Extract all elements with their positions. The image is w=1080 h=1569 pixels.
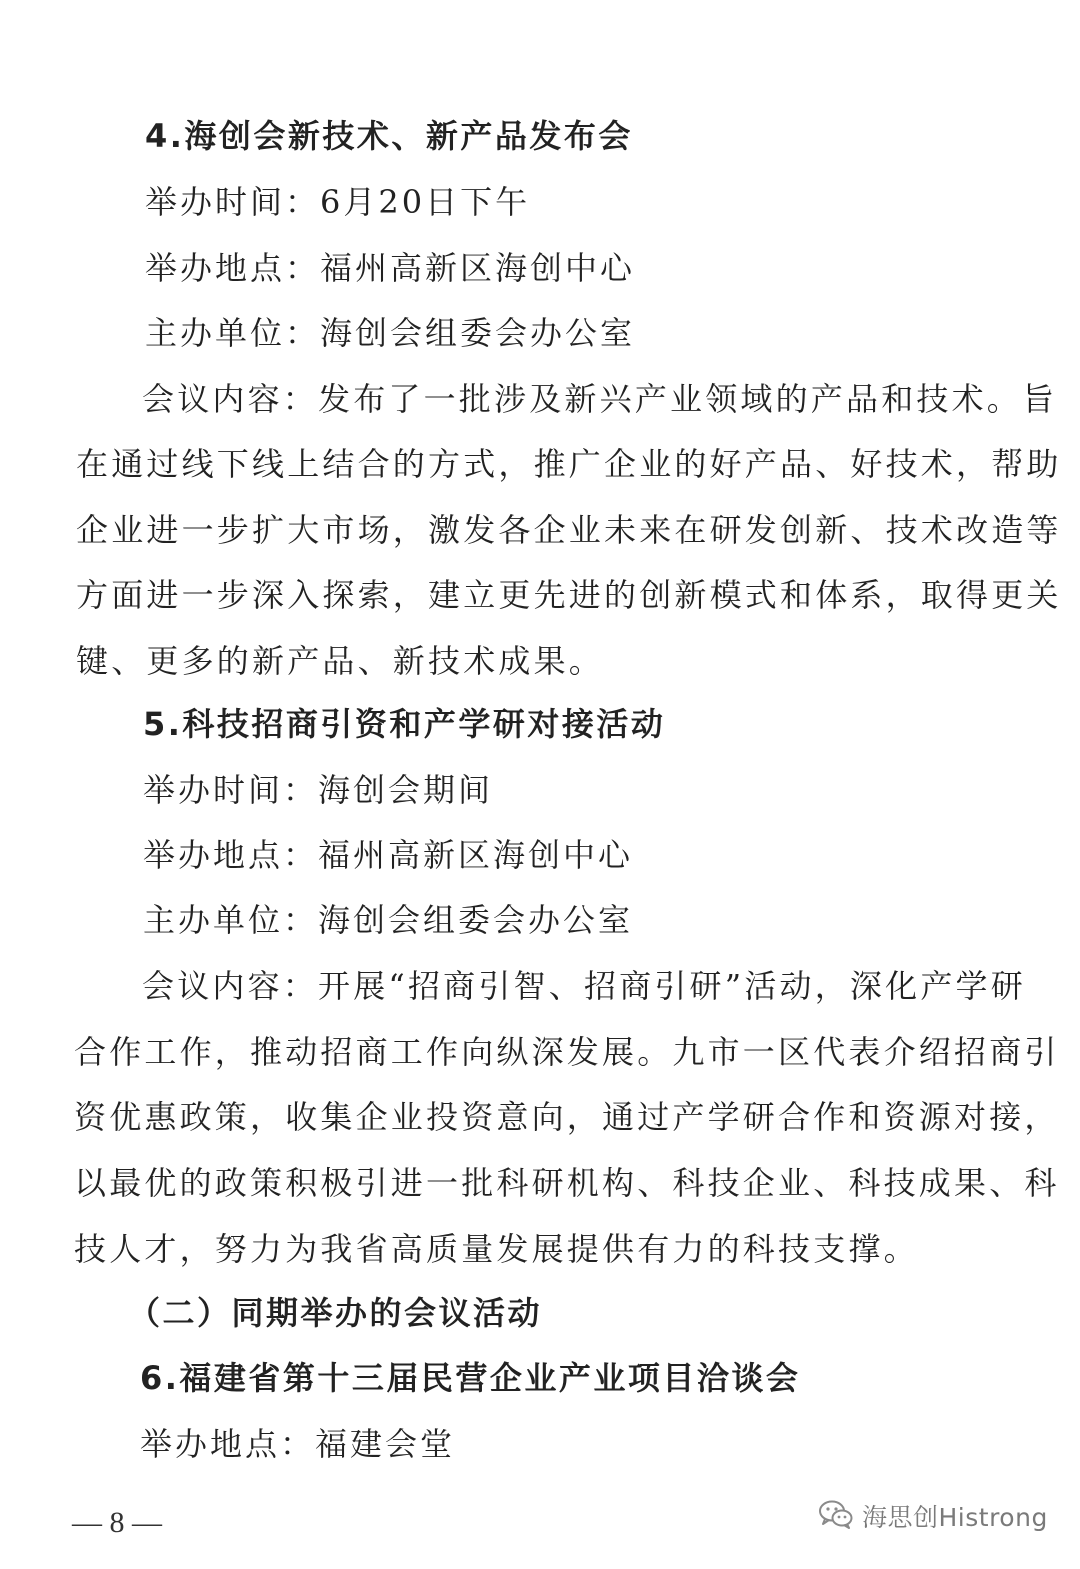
page-number: — 8 —: [72, 1506, 162, 1539]
section-5-content-line: 会议内容：开展“招商引智、招商引研”活动，深化产学研: [142, 967, 1026, 1005]
section-4-content-line: 会议内容：发布了一批涉及新兴产业领域的产品和技术。旨: [142, 380, 1058, 418]
part-2-heading: （二）同期举办的会议活动: [128, 1294, 543, 1332]
section-5-organizer: 主办单位：海创会组委会办公室: [143, 901, 634, 939]
section-6-place: 举办地点：福建会堂: [140, 1425, 456, 1463]
section-5-content-line: 合作工作，推动招商工作向纵深发展。九市一区代表介绍招商引: [74, 1033, 1060, 1071]
section-5-time: 举办时间：海创会期间: [143, 771, 494, 809]
section-5-content-line: 资优惠政策，收集企业投资意向，通过产学研合作和资源对接，: [74, 1098, 1060, 1136]
section-4-time: 举办时间：6月20日下午: [145, 183, 531, 221]
wechat-icon: [818, 1499, 854, 1533]
section-4-content-line: 企业进一步扩大市场，激发各企业未来在研发创新、技术改造等: [76, 511, 1062, 549]
section-5-heading: 5.科技招商引资和产学研对接活动: [143, 705, 666, 743]
section-6-heading: 6.福建省第十三届民营企业产业项目洽谈会: [140, 1359, 801, 1397]
section-5-content-line: 技人才，努力为我省高质量发展提供有力的科技支撑。: [74, 1230, 919, 1268]
section-5-content-line: 以最优的政策积极引进一批科研机构、科技企业、科技成果、科: [74, 1164, 1060, 1202]
watermark: [818, 1496, 1048, 1536]
section-4-organizer: 主办单位：海创会组委会办公室: [145, 314, 636, 352]
section-4-content-line: 键、更多的新产品、新技术成果。: [76, 642, 605, 680]
section-5-place: 举办地点：福州高新区海创中心: [143, 836, 634, 874]
section-4-heading: 4.海创会新技术、新产品发布会: [145, 117, 633, 155]
section-4-content-line: 方面进一步深入探索，建立更先进的创新模式和体系，取得更关: [76, 576, 1062, 614]
section-4-place: 举办地点：福州高新区海创中心: [145, 249, 636, 287]
watermark-text: 海思创Histrong: [862, 1503, 1048, 1532]
section-4-content-line: 在通过线下线上结合的方式，推广企业的好产品、好技术，帮助: [76, 445, 1062, 483]
